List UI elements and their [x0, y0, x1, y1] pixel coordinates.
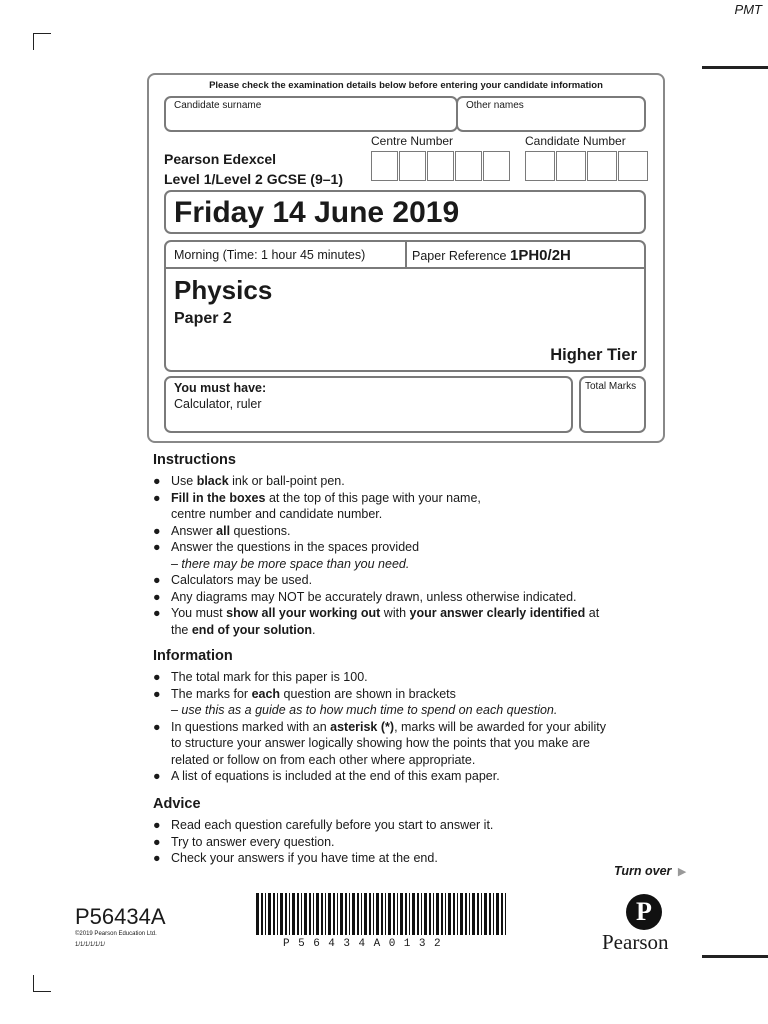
pmt-tag: PMT — [734, 2, 762, 17]
text-run: Answer — [171, 523, 217, 538]
candidate-number-cells[interactable] — [525, 151, 649, 181]
list-item-continuation: – use this as a guide as to how much time to spend on each question. — [171, 703, 558, 717]
bullet-icon: ● — [153, 573, 161, 587]
text-run: the — [171, 622, 192, 637]
list-item-continuation: – there may be more space than you need. — [171, 556, 410, 571]
candidate-surname-label: Candidate surname — [174, 100, 262, 111]
list-item-continuation: to structure your answer logically showing how the points that you make are — [171, 736, 590, 750]
paper-reference-label: Paper Reference — [412, 249, 507, 263]
play-arrow-icon: ▶ — [677, 866, 687, 878]
list-item — [153, 719, 673, 769]
centre-number-cell[interactable] — [427, 151, 454, 181]
bullet-icon: ● — [153, 474, 161, 488]
centre-number-label: Centre Number — [371, 134, 454, 148]
list-item — [153, 605, 673, 638]
divider — [165, 267, 645, 269]
pearson-wordmark: Pearson — [602, 930, 669, 954]
bullet-icon: ● — [153, 719, 161, 734]
edge-bar-bottom — [702, 955, 768, 958]
text-run: The total mark for this paper is 100. — [171, 670, 368, 684]
text-run: asterisk (*) — [330, 719, 395, 734]
text-run: black — [196, 474, 229, 488]
text-run: Check your answers if you have time at the end. — [171, 851, 438, 865]
pearson-logo-icon: P — [626, 894, 662, 930]
bullet-icon: ● — [153, 851, 161, 865]
centre-number-cell[interactable] — [399, 151, 426, 181]
candidate-number-cell[interactable] — [556, 151, 586, 181]
list-item — [153, 589, 673, 606]
text-run: The marks for — [171, 686, 252, 701]
candidate-surname-box[interactable] — [164, 96, 458, 132]
text-run: show all your working out — [226, 606, 381, 620]
list-item — [153, 834, 673, 851]
list-item — [153, 686, 673, 719]
list-item — [153, 539, 673, 572]
centre-number-cell[interactable] — [371, 151, 398, 181]
text-run: A list of equations is included at the end of this exam paper. — [171, 769, 500, 783]
text-run: question are shown in brackets — [280, 686, 456, 701]
barcode — [256, 893, 510, 935]
list-item — [153, 473, 673, 490]
other-names-label: Other names — [466, 100, 524, 111]
advice-list — [153, 817, 673, 867]
list-item — [153, 490, 673, 523]
bullet-icon: ● — [153, 523, 161, 538]
bullet-icon: ● — [153, 540, 161, 554]
bullet-icon: ● — [153, 606, 161, 620]
bullet-icon: ● — [153, 818, 161, 832]
bullet-icon: ● — [153, 589, 161, 604]
list-item — [153, 669, 673, 686]
must-have-box — [164, 376, 573, 433]
subject-title: Physics — [174, 275, 273, 305]
crop-mark-top-left — [33, 33, 51, 50]
text-run: In questions marked with an — [171, 719, 331, 734]
text-run: Answer the questions in the spaces provided — [171, 540, 420, 554]
copyright: ©2019 Pearson Education Ltd. — [75, 931, 157, 937]
instructions-list — [153, 473, 673, 638]
qualification-level: Level 1/Level 2 GCSE (9–1) — [164, 171, 343, 187]
text-run: Fill in the boxes — [171, 490, 266, 505]
centre-number-cell[interactable] — [455, 151, 482, 181]
exam-date: Friday 14 June 2019 — [174, 196, 460, 229]
text-run: , marks will be awarded for your ability — [394, 719, 606, 734]
bullet-icon: ● — [153, 670, 161, 684]
paper-code: P56434A — [75, 904, 166, 929]
text-run: each — [251, 686, 281, 701]
turn-over — [614, 864, 686, 878]
paper-number: Paper 2 — [174, 310, 232, 327]
text-run: Try to answer every question. — [171, 834, 335, 849]
print-code: 1/1/1/1/1/1/ — [75, 942, 106, 948]
crop-mark-bottom-left — [33, 975, 51, 992]
bullet-icon: ● — [153, 769, 161, 783]
must-have-label: You must have: — [174, 381, 267, 395]
list-item — [153, 523, 673, 540]
list-item — [153, 572, 673, 589]
total-marks-box[interactable] — [579, 376, 646, 433]
bullet-icon: ● — [153, 490, 161, 505]
list-item-continuation: related or follow on from each other where appropriate. — [171, 752, 476, 767]
candidate-number-cell[interactable] — [618, 151, 648, 181]
candidate-number-cell[interactable] — [525, 151, 555, 181]
bullet-icon: ● — [153, 686, 161, 701]
list-item — [153, 817, 673, 834]
text-run: your answer clearly identified — [409, 606, 586, 620]
advice-heading: Advice — [153, 796, 201, 812]
text-run: at — [585, 606, 600, 620]
information-heading: Information — [153, 648, 233, 664]
must-have-items: Calculator, ruler — [174, 397, 262, 411]
list-item — [153, 850, 673, 867]
tier: Higher Tier — [550, 346, 637, 364]
list-item — [153, 768, 673, 785]
text-run: questions. — [230, 523, 291, 538]
information-list — [153, 669, 673, 785]
centre-number-cells[interactable] — [371, 151, 511, 181]
text-run: end of your solution — [191, 622, 312, 637]
edge-bar-top — [702, 66, 768, 69]
centre-number-cell[interactable] — [483, 151, 510, 181]
date-box — [164, 190, 646, 234]
text-run: all — [216, 523, 231, 538]
divider — [405, 241, 407, 268]
text-run: ink or ball-point pen. — [228, 474, 345, 488]
total-marks-label: Total Marks — [585, 381, 637, 392]
text-run: . — [312, 622, 316, 637]
text-run: Any diagrams may NOT be accurately drawn, unless otherwise indicated. — [171, 589, 577, 604]
barcode-gap — [506, 893, 508, 935]
text-run: Read each question carefully before you start to answer it. — [171, 818, 494, 832]
list-item-continuation — [171, 622, 673, 639]
check-details-note: Please check the examination details below before entering your candidate information — [209, 80, 603, 91]
barcode-digits: P56434A0132 — [283, 938, 450, 950]
bullet-icon: ● — [153, 834, 161, 849]
text-run: with — [380, 606, 410, 620]
text-run: at the top of this page with your name, — [265, 490, 481, 505]
other-names-box[interactable] — [456, 96, 646, 132]
candidate-number-label: Candidate Number — [525, 134, 626, 148]
candidate-number-cell[interactable] — [587, 151, 617, 181]
text-run: Use — [171, 474, 197, 488]
text-run: Calculators may be used. — [171, 573, 313, 587]
list-item-continuation: centre number and candidate number. — [171, 507, 383, 521]
turn-over-label: Turn over — [614, 864, 672, 878]
text-run: You must — [171, 606, 227, 620]
exam-board: Pearson Edexcel — [164, 151, 277, 167]
paper-reference — [412, 247, 571, 264]
instructions-heading: Instructions — [153, 452, 236, 468]
paper-reference-code: 1PH0/2H — [510, 247, 571, 264]
session-time: Morning (Time: 1 hour 45 minutes) — [174, 248, 366, 262]
